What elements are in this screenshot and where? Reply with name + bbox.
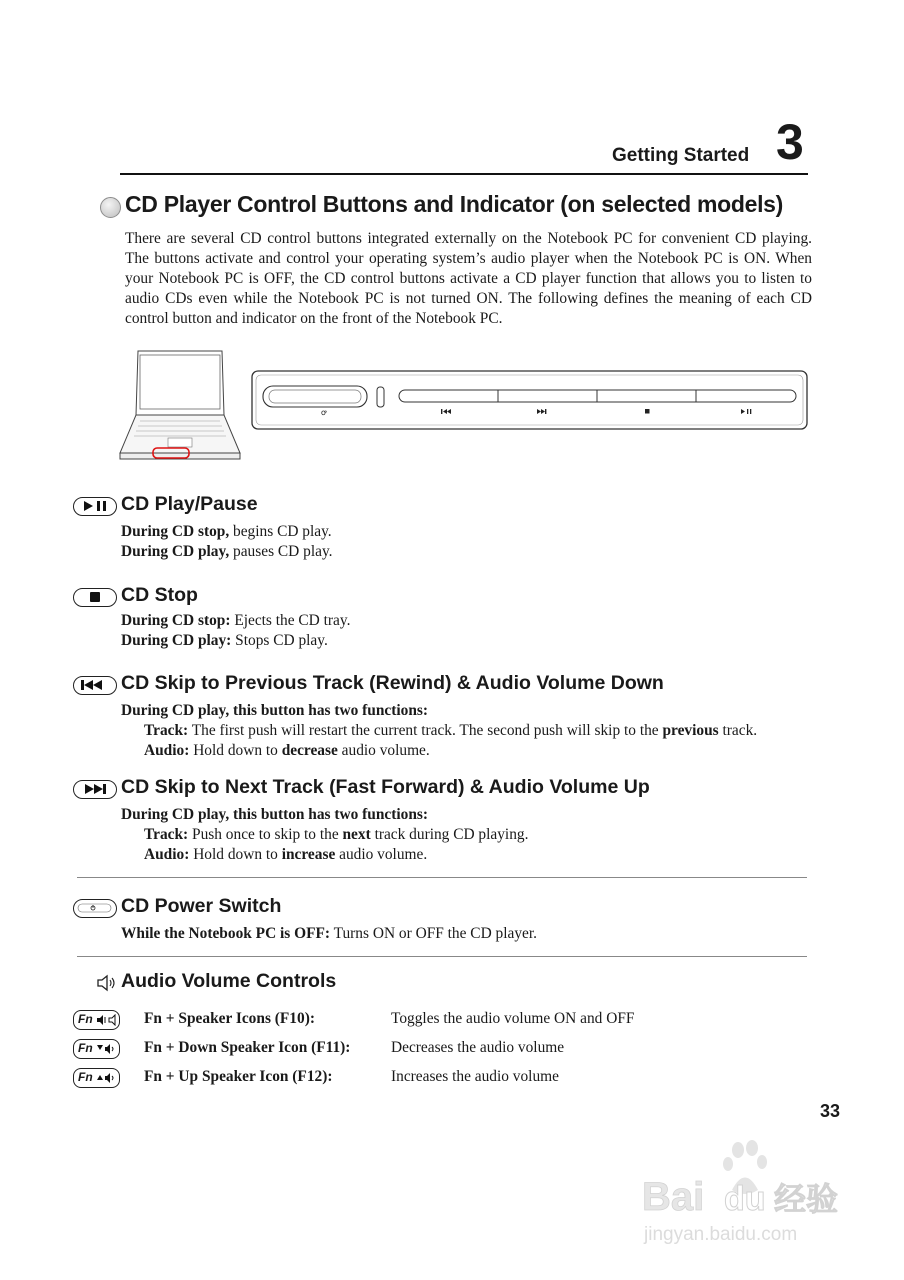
stop-line-1: During CD stop: Ejects the CD tray. — [121, 612, 351, 629]
svg-text:jingyan.baidu.com: jingyan.baidu.com — [644, 1224, 798, 1245]
section-bullet-icon — [100, 197, 121, 218]
previous-track-title: CD Skip to Previous Track (Rewind) & Audio Volume Down — [121, 672, 664, 694]
fn-speaker-toggle-desc: Toggles the audio volume ON and OFF — [391, 1010, 635, 1027]
svg-text:Bai: Bai — [642, 1175, 705, 1219]
next-track-audio-line: Audio: Hold down to increase audio volume. — [144, 846, 428, 863]
fn-key-label: Fn — [78, 1041, 93, 1055]
audio-section-title: Audio Volume Controls — [121, 970, 337, 992]
next-track-title: CD Skip to Next Track (Fast Forward) & Audio Volume Up — [121, 776, 650, 798]
cd-power-title: CD Power Switch — [121, 895, 282, 917]
fn-speaker-down-key — [73, 1039, 120, 1059]
cd-power-line-1: While the Notebook PC is OFF: Turns ON or OFF the CD player. — [121, 925, 537, 942]
header-rule — [120, 173, 808, 175]
previous-track-intro: During CD play, this button has two functions: — [121, 702, 429, 719]
cd-power-icon — [73, 899, 117, 918]
fn-speaker-toggle-key — [73, 1010, 120, 1030]
play-pause-line-1: During CD stop, begins CD play. — [121, 523, 332, 540]
fn-speaker-down-label: Fn + Down Speaker Icon (F11): — [144, 1039, 351, 1056]
fn-key-label: Fn — [78, 1012, 93, 1026]
fn-key-label: Fn — [78, 1070, 93, 1084]
next-track-intro: During CD play, this button has two functions: — [121, 806, 429, 823]
speaker-down-icon — [96, 1043, 116, 1055]
baidu-watermark-logo — [640, 1140, 850, 1270]
previous-track-track-line: Track: The first push will restart the current track. The second push will skip to the previous track. — [144, 722, 758, 739]
previous-track-audio-line: Audio: Hold down to decrease audio volume. — [144, 742, 430, 759]
next-track-track-line: Track: Push once to skip to the next track during CD playing. — [144, 826, 529, 843]
previous-track-icon — [73, 676, 117, 695]
svg-text:ꝍ: ꝍ — [321, 408, 327, 417]
next-track-icon — [73, 780, 117, 799]
play-pause-line-2: During CD play, pauses CD play. — [121, 543, 333, 560]
section-divider — [77, 956, 807, 957]
laptop-illustration — [118, 349, 243, 464]
section-title: CD Player Control Buttons and Indicator (on selected models) — [125, 191, 784, 217]
section-divider — [77, 877, 807, 878]
fn-speaker-down-desc: Decreases the audio volume — [391, 1039, 565, 1056]
svg-text:du: du — [724, 1180, 766, 1218]
speaker-toggle-icon — [96, 1014, 116, 1026]
stop-icon — [73, 588, 117, 607]
cd-control-panel-illustration — [251, 370, 809, 432]
fn-speaker-up-desc: Increases the audio volume — [391, 1068, 559, 1085]
chapter-title: Getting Started — [612, 145, 750, 166]
fn-speaker-up-key — [73, 1068, 120, 1088]
page-number: 33 — [820, 1101, 841, 1121]
stop-title: CD Stop — [121, 584, 198, 606]
speaker-up-icon — [96, 1072, 116, 1084]
stop-line-2: During CD play: Stops CD play. — [121, 632, 328, 649]
svg-text:经验: 经验 — [774, 1180, 839, 1218]
speaker-icon — [95, 974, 117, 992]
fn-speaker-toggle-label: Fn + Speaker Icons (F10): — [144, 1010, 315, 1027]
intro-paragraph: There are several CD control buttons integrated externally on the Notebook PC for convenient CD playing. The buttons activate and control your operating system’s audio player when the Notebook PC is ON. When your Notebook PC is OFF, the CD control buttons activate a CD player function that allows you to listen to audio CDs even while the Notebook PC is not turned ON. The following defines the meaning of each CD control button and indicator on the front of the Notebook PC. — [125, 230, 812, 327]
chapter-number: 3 — [776, 114, 804, 170]
play-pause-icon — [73, 497, 117, 516]
fn-speaker-up-label: Fn + Up Speaker Icon (F12): — [144, 1068, 333, 1085]
play-pause-title: CD Play/Pause — [121, 493, 258, 515]
